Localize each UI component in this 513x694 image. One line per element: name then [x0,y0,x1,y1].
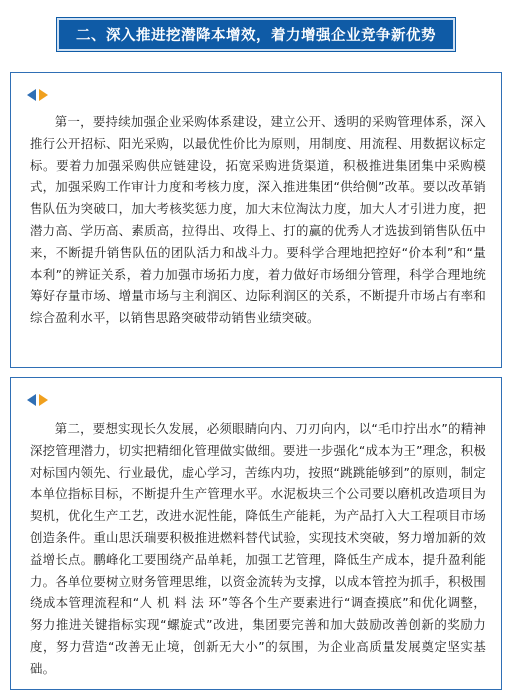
right-triangle-icon [39,394,48,406]
section-header [0,10,513,58]
section-title-banner [57,18,455,51]
paragraph-card-2 [10,377,502,690]
right-triangle-icon [39,89,48,101]
left-triangle-icon [27,89,36,101]
paragraph-text: 第二，要想实现长久发展，必须眼睛向内、刀刃向内，以“毛巾拧出水”的精神深挖管理潜力，切实把精细化管理做实做细。要进一步强化“成本为王”理念，积极对标国内领先、行业最优，虚心学习，苦练内功，按照“跳跳能够到”的原则，制定本单位指标目标，不断提升生产管理水平。水泥板块三个公司要以磨机改造项目为契机，优化生产工艺，改进水泥性能，降低生产能耗，为产品打入大工程项目市场创造条件。重山思沃瑞要积极推进燃料替代试验，实现技术突破，努力增加新的效益增长点。鹏峰化工要围绕产品单耗，加强工艺管理，降低生产成本，提升盈利能力。各单位要树立财务管理思维，以资金流转为支撑，以成本管控为抓手，积极围绕成本管理流程和“人 机 料 法 环”等各个生产要素进行“调查摸底”和优化调整，努力推进关键指标实现“螺旋式”改进，集团要完善和加大鼓励改善创新的奖励力度，努力营造“改善无止境，创新无大小”的氛围，为企业高质量发展奠定坚实基础。 [30,421,486,676]
left-triangle-icon [27,394,36,406]
triangle-marker-icon [27,394,67,408]
paragraph-card-1 [10,72,502,368]
section-title: 二、深入推进挖潜降本增效，着力增强企业竞争新优势 [76,28,436,44]
paragraph-text: 第一，要持续加强企业采购体系建设，建立公开、透明的采购管理体系，深入推行公开招标、阳光采购，以最优性价比为原则，用制度、用流程、用数据议标定标。要着力加强采购供应链建设，拓宽采购进货渠道，积极推进集团集中采购模式，加强采购工作审计力度和考核力度，深入推进集团“供给侧”改革。要以改革销售队伍为突破口，加大考核奖惩力度，加大末位淘汰力度，加大人才引进力度，把潜力高、学历高、素质高，拉得出、攻得上、打的赢的优秀人才选拔到销售队伍中来，不断提升销售队伍的团队活力和战斗力。要科学合理地把控好“价本利”和“量本利”的辨证关系，着力加强市场拓力度，着力做好市场细分管理，科学合理地统筹好存量市场、增量市场与主利润区、边际利润区的关系，不断提升市场占有率和综合盈利水平，以销售思路突破带动销售业绩突破。 [30,114,486,326]
triangle-marker-icon [27,89,67,103]
